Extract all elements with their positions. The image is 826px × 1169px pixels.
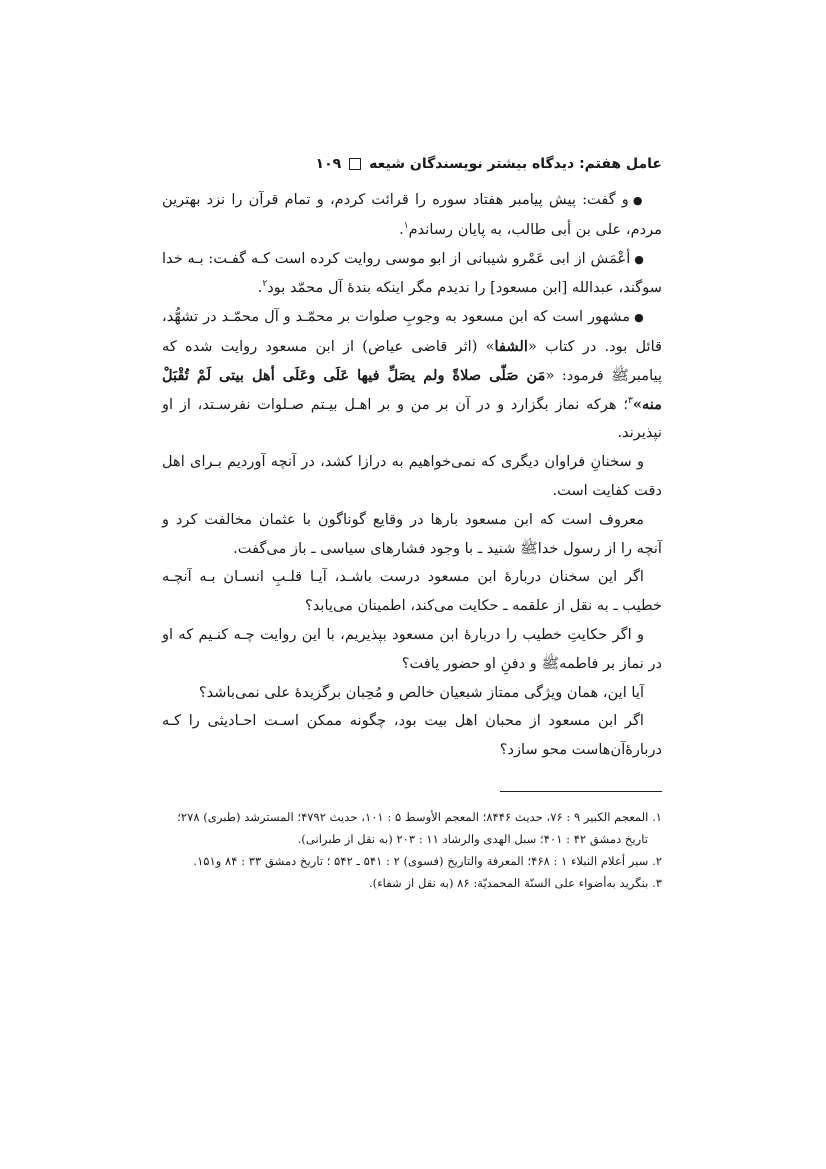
paragraph-8: آیا این، همان ویژگی ممتاز شیعیان خالص و مُحِبان برگزیدهٔ علی نمی‌باشد؟ [198, 683, 644, 701]
paragraph-6: اگر این سخنان دربارهٔ ابن مسعود درست باشـد، آیـا قلـبِ انسـان بـه آنچـه خطیب ـ به نقل از علقمه ـ حکایت می‌کند، اطمینان می‌یابد؟ [162, 568, 662, 615]
paragraph-2: ●أعْمَش از ابی عَمْرو شیبانی از ابو موسی روایت کرده است کـه گفـت: بـه خدا سوگند، عبدالله [ابن مسعود] را ندیدم مگر اینکه بندهٔ آل محمّد بود$^۲$. [162, 249, 662, 297]
paragraph-1: ●و گفت: پیش پیامبر هفتاد سوره را قرائت کردم، و تمام قرآن را نزد بهترین مردم، علی بن أبی طالب، به پایان رساندم$^۱$. [162, 191, 662, 238]
footnote-ref-1[interactable]: ۱ [403, 220, 409, 231]
footnote-2: ۲. سیر أعلام النبلاء ۱ : ۴۶۸؛ المعرفة والتاریخ (فسوی) ۲ : ۵۴۱ ـ ۵۴۲ ؛ تاریخ دمشق ۳۳ : ۸۴ و۱۵۱. [193, 854, 662, 869]
footnote-3: ۳. بنگرید به‌أضواء علی السنّة المحمدیّة: ۸۶ (به نقل از شفاء). [369, 876, 662, 891]
chapter-title: عامل هفتم: دیدگاه بیشتر نویسندگان شیعه [369, 156, 662, 172]
hadith-quote: مَن صَلّی صلاةً ولم یصَلِّ فیها عَلَی وعَلَی أهل بیتی لَمْ تُقْبَلْ منه [162, 366, 662, 413]
bullet-icon: ● [632, 194, 644, 207]
footnote-1: ۱. المعجم الکبیر ۹ : ۷۶، حدیث ۸۴۴۶؛ المعجم الأوسط ۵ : ۱۰۱، حدیث ۴۷۹۲؛ المسترشد (طبری) ۲۷۸؛ تاریخ دمشق ۴۲ : ۴۰۱؛ سبل الهدی والرشاد ۱۱ : ۲۰۳ (به نقل از طبرانی). [177, 810, 662, 847]
book-page [162, 148, 662, 894]
main-text [162, 186, 662, 765]
paragraph-5: معروف است که ابن مسعود بارها در وقایع گوناگون با عثمان مخالفت کرد و آنچه را از رسول خداﷺ شنید ـ با وجود فشارهای سیاسی ـ باز می‌گفت. [162, 510, 662, 557]
running-header [162, 148, 662, 180]
paragraph-3: ●مشهور است که ابن مسعود به وجوبِ صلوات بر محمّـد و آل محمّـد در تشهُّد، قائل بود. در کتاب «الشفا» (اثر قاضی عیاض) از ابن مسعود روایت شده که پیامبرﷺ فرمود: «مَن صَلّی صلاةً ولم یصَلِّ فیها عَلَی وعَلَی أهل بیتی لَمْ تُقْبَلْ منه»$^۳$؛ هرکه نماز بگزارد و در آن بر من و بر اهـل بیـتم صـلوات نفرسـتد، از او نپذیرند. [162, 308, 663, 442]
paragraph-9: اگر ابن مسعود از محبان اهل بیت بود، چگونه ممکن اسـت احـادیثی را کـه دربارهٔ‌آن‌هاست محو سازد؟ [162, 712, 662, 759]
book-title: الشفا [494, 337, 528, 355]
square-ornament-icon [349, 158, 361, 170]
footnote-ref-3[interactable]: ۳ [627, 395, 633, 406]
bullet-icon: ● [634, 252, 644, 266]
page-number: ۱۰۹ [315, 156, 342, 172]
footnotes [162, 806, 662, 894]
footnote-ref-2[interactable]: ۲ [262, 279, 268, 290]
bullet-icon: ● [634, 311, 644, 325]
paragraph-4: و سخنانِ فراوان دیگری که نمی‌خواهیم به درازا کشد، در آنچه آوردیم بـرای اهل دقت کفایت است. [162, 453, 662, 499]
footnote-divider [500, 791, 662, 793]
paragraph-7: و اگر حکایتِ خطیب را دربارهٔ ابن مسعود بپذیریم، با این روایت چـه کنـیم که او در نماز بر فاطمهﷺ و دفنِ او حضور یافت؟ [162, 625, 662, 672]
